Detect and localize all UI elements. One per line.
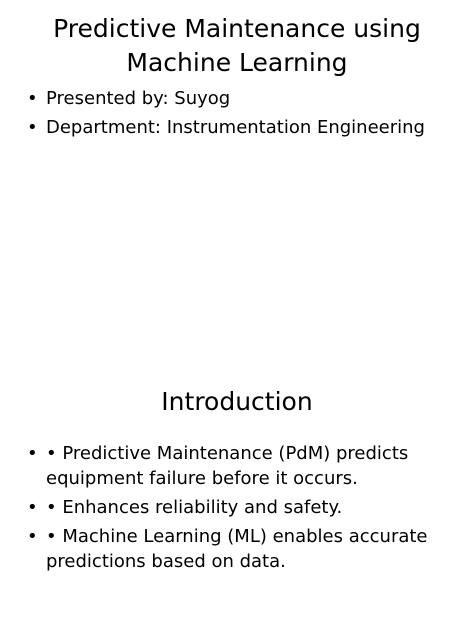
slide-introduction-heading: Introduction bbox=[161, 387, 313, 416]
bullet-list bbox=[0, 86, 474, 144]
bullet-item-presenter bbox=[0, 86, 474, 111]
slide-introduction bbox=[0, 316, 474, 632]
bullet-icon: • bbox=[27, 88, 38, 109]
bullet-icon: • bbox=[27, 526, 38, 547]
bullet-list bbox=[0, 441, 474, 578]
bullet-text: Department: Instrumentation Engineering bbox=[46, 117, 425, 138]
bullet-text: • Enhances reliability and safety. bbox=[46, 497, 343, 518]
bullet-item-ml bbox=[0, 524, 474, 574]
bullet-item-pdm bbox=[0, 441, 474, 491]
bullet-text: • Machine Learning (ML) enables accurate predictions based on data. bbox=[46, 526, 428, 572]
bullet-icon: • bbox=[27, 117, 38, 138]
bullet-item-department bbox=[0, 115, 474, 140]
bullet-text: Presented by: Suyog bbox=[46, 88, 231, 109]
bullet-icon: • bbox=[27, 497, 38, 518]
bullet-icon: • bbox=[27, 443, 38, 464]
bullet-text: • Predictive Maintenance (PdM) predicts equipment failure before it occurs. bbox=[46, 443, 409, 489]
bullet-item-reliability bbox=[0, 495, 474, 520]
slide-title-heading: Predictive Maintenance using Machine Learning bbox=[53, 14, 421, 77]
